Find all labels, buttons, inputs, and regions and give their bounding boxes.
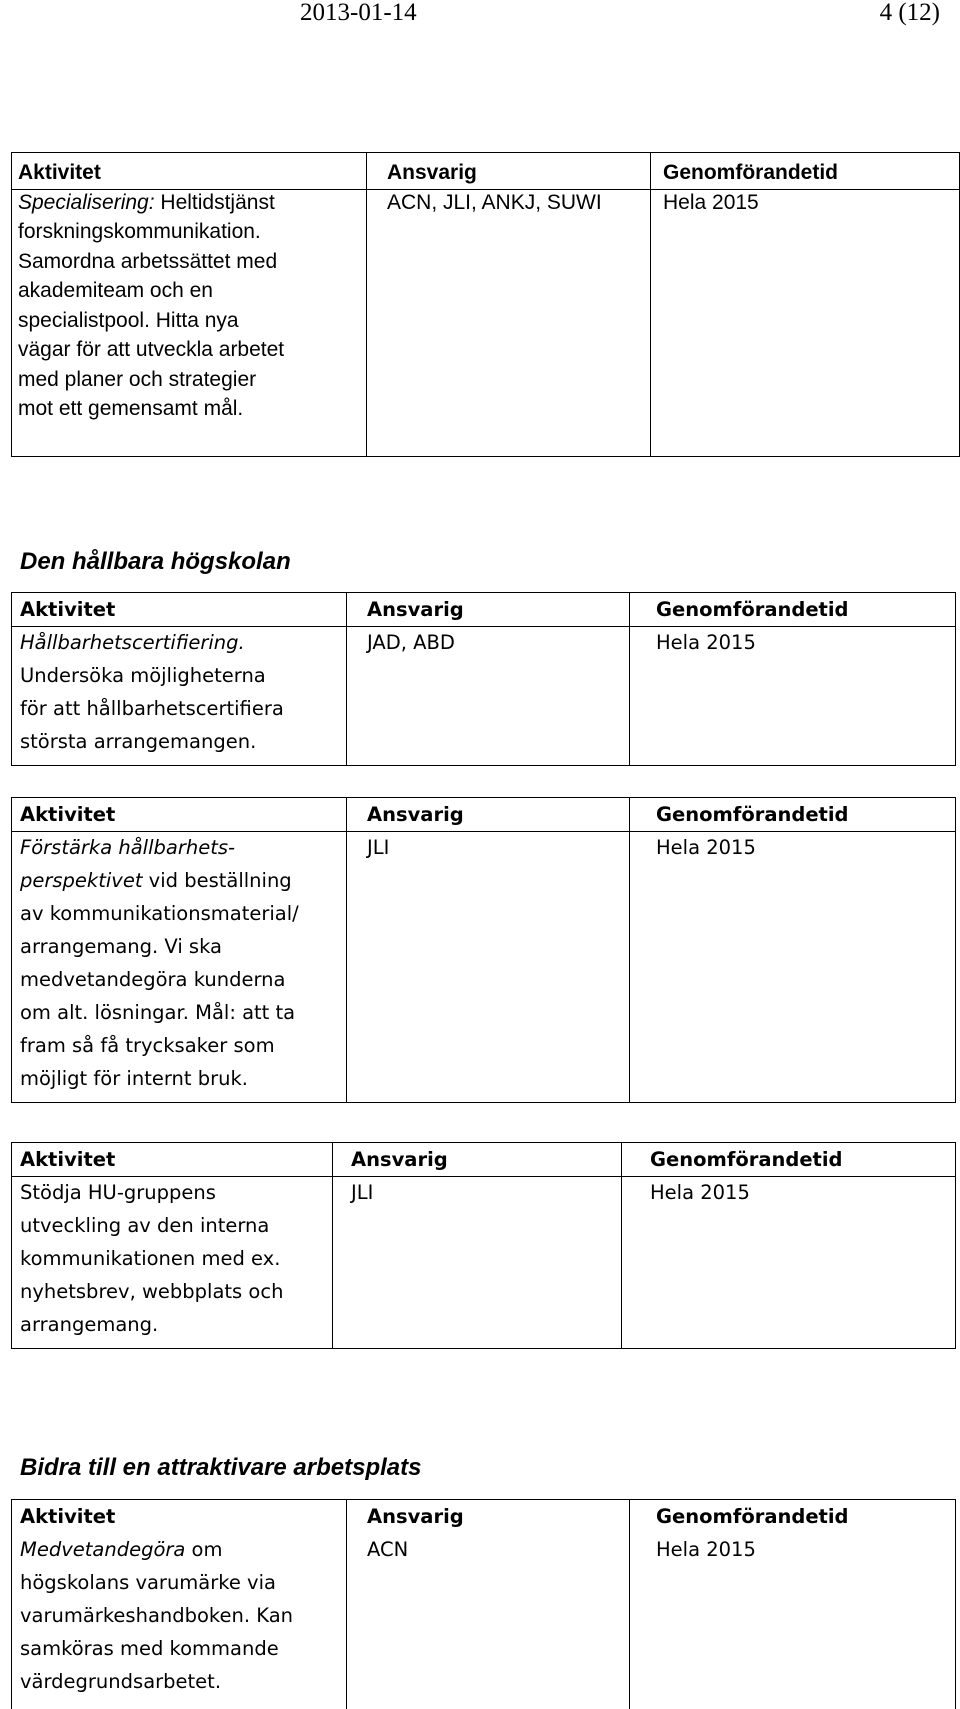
header-ansvarig: Ansvarig xyxy=(351,1148,448,1171)
activity-prefix: Hållbarhetscertifiering. xyxy=(20,631,245,654)
activity-cell xyxy=(20,626,346,758)
responsible-cell: JLI xyxy=(367,836,390,859)
header-ansvarig: Ansvarig xyxy=(367,1505,464,1528)
activity-column xyxy=(12,593,346,765)
activity-table-1 xyxy=(11,152,960,457)
header-divider xyxy=(12,189,959,190)
activity-column xyxy=(12,1143,332,1348)
header-aktivitet: Aktivitet xyxy=(20,598,116,621)
activity-text: Heltidstjänst forskningskommunikation. Samordna arbetssättet med akademiteam och en specialistpool. Hitta nya vägar för att utveckla arbetet med planer och strategier mot ett gemensamt mål. xyxy=(18,190,285,420)
time-cell: Hela 2015 xyxy=(663,190,759,214)
responsible-column xyxy=(346,798,630,1102)
section-title-hallbara: Den hållbara högskolan xyxy=(20,548,291,575)
responsible-cell: ACN xyxy=(367,1538,409,1561)
activity-column xyxy=(12,798,346,1102)
document-date: 2013-01-14 xyxy=(300,0,417,26)
activity-table-4 xyxy=(11,1142,956,1349)
header-genomforandetid: Genomförandetid xyxy=(650,1148,843,1171)
time-cell: Hela 2015 xyxy=(650,1181,750,1204)
responsible-cell: JLI xyxy=(351,1181,374,1204)
activity-text: Stödja HU-gruppens utveckling av den interna kommunikationen med ex. nyhetsbrev, webbplats och arrangemang. xyxy=(20,1181,284,1336)
activity-text: om högskolans varumärke via varumärkeshandboken. Kan samköras med kommande värdegrundsarbetet. xyxy=(20,1538,294,1693)
header-aktivitet: Aktivitet xyxy=(20,803,116,826)
activity-table-2 xyxy=(11,592,956,766)
page-number: 4 (12) xyxy=(879,0,940,26)
header-ansvarig: Ansvarig xyxy=(367,803,464,826)
time-cell: Hela 2015 xyxy=(656,836,756,859)
header-divider xyxy=(12,831,955,832)
activity-cell xyxy=(18,188,366,424)
activity-prefix: Förstärka hållbarhets- perspektivet xyxy=(20,836,236,892)
responsible-column xyxy=(346,593,630,765)
time-cell: Hela 2015 xyxy=(656,1538,756,1561)
header-genomforandetid: Genomförandetid xyxy=(656,1505,849,1528)
activity-prefix: Medvetandegöra xyxy=(20,1538,186,1561)
activity-cell xyxy=(20,1533,346,1698)
header-genomforandetid: Genomförandetid xyxy=(663,161,839,184)
time-column xyxy=(629,798,955,1102)
activity-cell xyxy=(20,1176,332,1341)
time-column xyxy=(629,1500,955,1709)
time-cell: Hela 2015 xyxy=(656,631,756,654)
header-aktivitet: Aktivitet xyxy=(20,1505,116,1528)
header-ansvarig: Ansvarig xyxy=(387,161,477,184)
time-column xyxy=(650,153,959,456)
activity-column xyxy=(12,1500,346,1709)
header-aktivitet: Aktivitet xyxy=(20,1148,116,1171)
activity-text: vid beställning av kommunikationsmaterial/ arrangemang. Vi ska medvetandegöra kunderna om alt. lösningar. Mål: att ta fram så få trycksaker som möjligt för internt bruk. xyxy=(20,869,299,1090)
responsible-column xyxy=(366,153,651,456)
responsible-column xyxy=(346,1500,630,1709)
activity-table-3 xyxy=(11,797,956,1103)
activity-cell xyxy=(20,831,346,1095)
responsible-cell: ACN, JLI, ANKJ, SUWI xyxy=(387,190,602,214)
activity-text: Undersöka möjligheterna för att hållbarhetscertifiera största arrangemangen. xyxy=(20,664,284,753)
header-divider xyxy=(12,1176,955,1177)
responsible-column xyxy=(332,1143,622,1348)
header-divider xyxy=(12,626,955,627)
header-genomforandetid: Genomförandetid xyxy=(656,803,849,826)
header-ansvarig: Ansvarig xyxy=(367,598,464,621)
activity-column xyxy=(12,153,366,456)
time-column xyxy=(621,1143,955,1348)
header-genomforandetid: Genomförandetid xyxy=(656,598,849,621)
time-column xyxy=(629,593,955,765)
activity-prefix: Specialisering: xyxy=(18,190,155,214)
header-aktivitet: Aktivitet xyxy=(18,161,101,184)
section-title-attraktivare: Bidra till en attraktivare arbetsplats xyxy=(20,1454,422,1481)
activity-table-5 xyxy=(11,1499,956,1709)
responsible-cell: JAD, ABD xyxy=(367,631,455,654)
